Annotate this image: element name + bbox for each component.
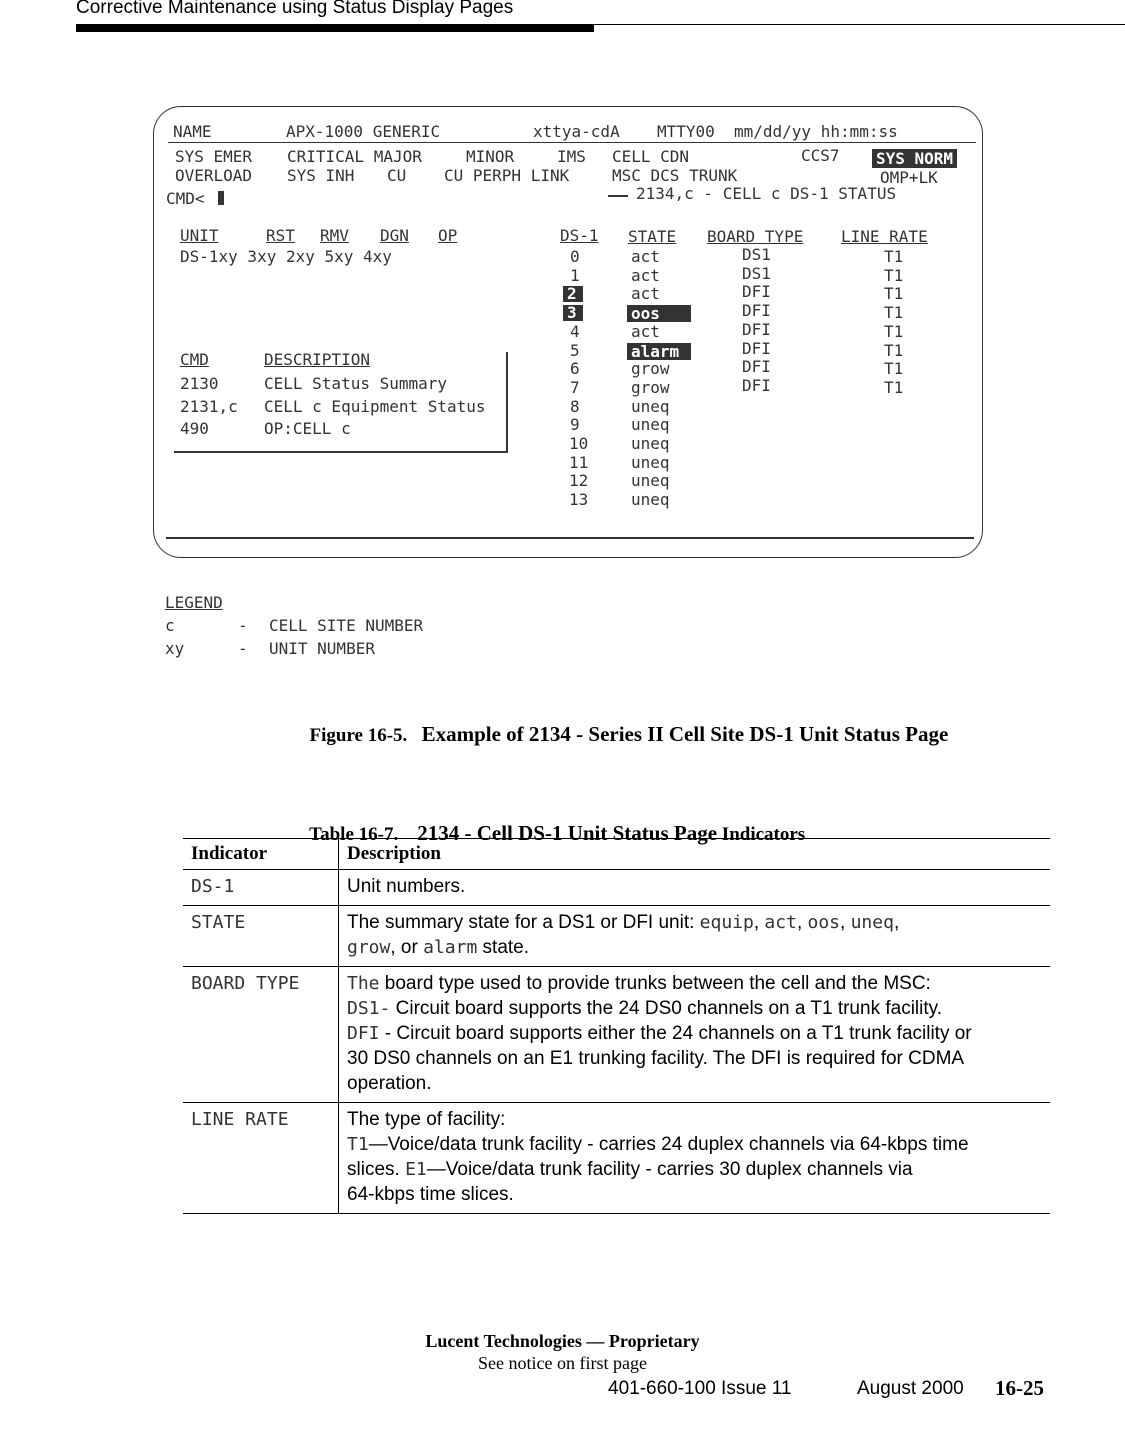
rst-header: RST xyxy=(266,226,295,245)
ds1-line-rate: T1 xyxy=(884,284,904,304)
description-text: 64-kbps time slices. xyxy=(347,1184,514,1205)
code-term: alarm xyxy=(423,937,478,958)
ds1-board-type: DFI xyxy=(742,301,771,321)
indicator-cell: LINE RATE xyxy=(183,1103,339,1214)
ds1-line-rate: T1 xyxy=(884,321,904,341)
description-cell xyxy=(339,906,1051,967)
screen-mtty: MTTY00 xyxy=(657,122,715,141)
ds1-board-type: DFI xyxy=(742,319,771,339)
ds1-board-type: DFI xyxy=(742,282,771,302)
alarm-msc-dcs-trunk: MSC DCS TRUNK xyxy=(612,166,738,185)
description-text: slices. xyxy=(347,1159,406,1180)
code-term: T1 xyxy=(347,1134,369,1155)
description-line xyxy=(347,1182,1042,1207)
command-description: CELL c Equipment Status xyxy=(264,396,486,416)
footer-company: Lucent Technologies — Proprietary xyxy=(425,1331,700,1351)
state-col-header: STATE xyxy=(628,227,677,246)
legend-title: LEGEND xyxy=(165,593,223,612)
description-text: Unit numbers. xyxy=(347,876,466,897)
ds1-state: grow xyxy=(631,359,670,379)
description-text: , or xyxy=(390,937,424,958)
ds1-state: act xyxy=(631,247,660,266)
description-text: - Circuit board supports either the 24 channels on a T1 trunk facility or xyxy=(379,1023,972,1044)
ds1-state: act xyxy=(631,321,660,341)
description-text: —Voice/data trunk facility - carries 24 duplex channels via 64-kbps time xyxy=(368,1134,969,1155)
table-row xyxy=(183,967,1050,1103)
table-title-suffix: Indicators xyxy=(721,824,806,845)
alarm-ccs7: CCS7 xyxy=(801,146,840,165)
screen-divider-top xyxy=(168,142,976,143)
cmd-prompt[interactable]: CMD< xyxy=(166,189,205,208)
op-header: OP xyxy=(438,226,458,245)
table-row xyxy=(183,906,1050,967)
description-line xyxy=(347,1132,1042,1157)
line-rate-col-header: LINE RATE xyxy=(841,227,928,246)
description-line xyxy=(347,910,1042,935)
alarm-cell-cdn: CELL CDN xyxy=(612,147,690,166)
dgn-header: DGN xyxy=(380,226,409,245)
description-line xyxy=(347,1157,1042,1182)
alarm-critical-major: CRITICAL MAJOR xyxy=(287,147,422,166)
description-line xyxy=(347,874,1042,899)
ds1-board-type: DFI xyxy=(742,375,771,395)
legend-dash: - xyxy=(238,639,248,658)
ds1-board-type: DS1 xyxy=(742,263,771,283)
ds1-line-rate: T1 xyxy=(884,265,904,285)
description-text: Circuit board supports the 24 DS0 channels on a T1 trunk facility. xyxy=(390,998,942,1019)
command-description: CELL Status Summary xyxy=(264,374,448,393)
ds1-state: uneq xyxy=(631,452,670,472)
omp-link-indicator: OMP+LK xyxy=(880,168,938,187)
ds1-state: act xyxy=(631,265,660,285)
description-col-header: Description xyxy=(339,839,1051,870)
ds1-state: alarm xyxy=(627,343,691,360)
footer-date: August 2000 xyxy=(857,1378,964,1399)
header-rule-thick xyxy=(76,24,594,32)
table-header-row xyxy=(183,839,1050,870)
description-line xyxy=(347,1071,1042,1096)
ds1-unit-number: 3 xyxy=(563,305,583,321)
code-term: grow xyxy=(347,937,391,958)
page-title: 2134,c - CELL c DS-1 STATUS xyxy=(636,184,897,203)
ds1-unit-number: 4 xyxy=(570,321,580,341)
code-term: uneq xyxy=(850,912,894,933)
figure-title: Example of 2134 - Series II Cell Site DS-1 Unit Status Page xyxy=(421,722,949,746)
ds1-line-rate: T1 xyxy=(884,340,904,360)
legend-text-c: CELL SITE NUMBER xyxy=(269,616,424,635)
footer-doc-number: 401-660-100 Issue 11 xyxy=(608,1378,792,1399)
description-line xyxy=(347,1021,1042,1046)
screen-generic: APX-1000 GENERIC xyxy=(286,122,441,141)
ds1-line-rate: T1 xyxy=(884,303,904,323)
footer-page-number: 16-25 xyxy=(995,1376,1044,1400)
legend-dash: - xyxy=(238,616,248,635)
alarm-sys-emer: SYS EMER xyxy=(175,147,253,166)
ds1-unit-number: 5 xyxy=(570,340,580,360)
description-cell xyxy=(339,1103,1051,1214)
alarm-sys-inh: SYS INH xyxy=(287,166,355,185)
description-line xyxy=(347,935,1042,960)
ds1-board-type: DS1 xyxy=(742,245,771,264)
command-description: OP:CELL c xyxy=(264,419,351,438)
alarm-ims: IMS xyxy=(557,147,586,166)
description-line xyxy=(347,996,1042,1021)
cmd-col-header: CMD xyxy=(180,350,209,369)
legend-key-c: c xyxy=(165,616,175,635)
screen-terminal: xttya-cdA xyxy=(533,122,620,141)
sys-norm-indicator: SYS NORM xyxy=(872,149,957,168)
description-text: operation. xyxy=(347,1073,432,1094)
table-title: 2134 - Cell DS-1 Unit Status Page xyxy=(417,821,718,845)
indicator-col-header: Indicator xyxy=(183,839,339,870)
unit-row: DS-1xy 3xy 2xy 5xy 4xy xyxy=(180,247,392,266)
rmv-header: RMV xyxy=(320,226,349,245)
screen-datetime: mm/dd/yy hh:mm:ss xyxy=(734,122,898,141)
code-term: E1 xyxy=(405,1159,427,1180)
ds1-state: oos xyxy=(627,305,691,322)
ds1-unit-number: 7 xyxy=(570,377,580,397)
ds1-line-rate: T1 xyxy=(884,247,904,266)
footer-notice: See notice on first page xyxy=(478,1353,647,1373)
ds1-state: uneq xyxy=(631,415,670,435)
command-code: 2130 xyxy=(180,374,219,393)
legend-key-xy: xy xyxy=(165,639,185,658)
ds1-unit-number: 13 xyxy=(569,490,589,510)
description-text: state. xyxy=(477,937,530,958)
title-dash-icon xyxy=(608,195,628,197)
figure-caption xyxy=(300,700,948,747)
ds1-unit-number: 11 xyxy=(569,452,589,472)
indicator-cell: DS-1 xyxy=(183,870,339,906)
alarm-overload: OVERLOAD xyxy=(175,166,253,185)
description-cell xyxy=(339,967,1051,1103)
cmd-box-bottom-border xyxy=(174,451,508,453)
alarm-cu-perph-link: CU PERPH LINK xyxy=(444,166,570,185)
code-term: equip xyxy=(699,912,754,933)
ds1-unit-number: 2 xyxy=(563,286,583,302)
ds1-unit-number: 9 xyxy=(570,415,580,435)
description-col-header: DESCRIPTION xyxy=(264,350,370,369)
table-row xyxy=(183,870,1050,906)
unit-header: UNIT xyxy=(180,226,219,245)
ds1-state: grow xyxy=(631,377,670,397)
ds1-line-rate: T1 xyxy=(884,377,904,397)
indicator-cell: BOARD TYPE xyxy=(183,967,339,1103)
indicator-table xyxy=(183,838,1050,1214)
ds1-state: act xyxy=(631,284,660,304)
running-header-title: Corrective Maintenance using Status Display Pages xyxy=(76,0,514,18)
code-term: act xyxy=(764,912,797,933)
description-text: , xyxy=(893,912,900,933)
screen-divider-bottom xyxy=(166,537,974,539)
code-term: The xyxy=(347,973,380,994)
command-code: 2131,c xyxy=(180,396,238,416)
code-term: DS1- xyxy=(347,998,391,1019)
ds1-unit-number: 10 xyxy=(569,434,589,453)
board-type-col-header: BOARD TYPE xyxy=(707,227,804,246)
ds1-unit-number: 1 xyxy=(570,265,580,285)
ds1-state: uneq xyxy=(631,434,670,453)
description-line xyxy=(347,971,1042,996)
ds1-unit-number: 8 xyxy=(570,396,580,416)
ds1-board-type: DFI xyxy=(742,357,771,377)
description-text: board type used to provide trunks between the cell and the MSC: xyxy=(379,973,931,994)
ds1-unit-number: 12 xyxy=(569,471,589,491)
ds1-unit-number: 0 xyxy=(570,247,580,266)
cmd-box-right-border xyxy=(506,352,508,452)
description-text: The summary state for a DS1 or DFI unit: xyxy=(347,912,700,933)
ds1-state: uneq xyxy=(631,471,670,491)
alarm-cu: CU xyxy=(387,166,407,185)
cursor-block xyxy=(218,191,224,205)
table-label: Table 16-7. xyxy=(309,824,399,845)
description-text: The type of facility: xyxy=(347,1109,506,1130)
ds1-board-type: DFI xyxy=(742,338,771,358)
code-term: DFI xyxy=(347,1023,380,1044)
screen-name-label: NAME xyxy=(173,122,212,141)
code-term: oos xyxy=(807,912,841,933)
ds1-state: uneq xyxy=(631,490,670,510)
ds1-col-header: DS-1 xyxy=(560,226,599,245)
table-row xyxy=(183,1103,1050,1214)
description-cell xyxy=(339,870,1051,906)
ds1-unit-number: 6 xyxy=(570,359,580,379)
indicator-cell: STATE xyxy=(183,906,339,967)
description-text: , xyxy=(753,912,765,933)
description-text: , xyxy=(840,912,851,933)
description-text: 30 DS0 channels on an E1 trunking facility. The DFI is required for CDMA xyxy=(347,1048,965,1069)
alarm-minor: MINOR xyxy=(466,147,515,166)
legend-text-xy: UNIT NUMBER xyxy=(269,639,375,658)
figure-label: Figure 16-5. xyxy=(309,725,408,746)
ds1-state: uneq xyxy=(631,396,670,416)
ds1-line-rate: T1 xyxy=(884,359,904,379)
description-line xyxy=(347,1046,1042,1071)
description-text: —Voice/data trunk facility - carries 30 duplex channels via xyxy=(426,1159,913,1180)
command-code: 490 xyxy=(180,419,209,438)
description-line xyxy=(347,1107,1042,1132)
description-text: , xyxy=(796,912,808,933)
